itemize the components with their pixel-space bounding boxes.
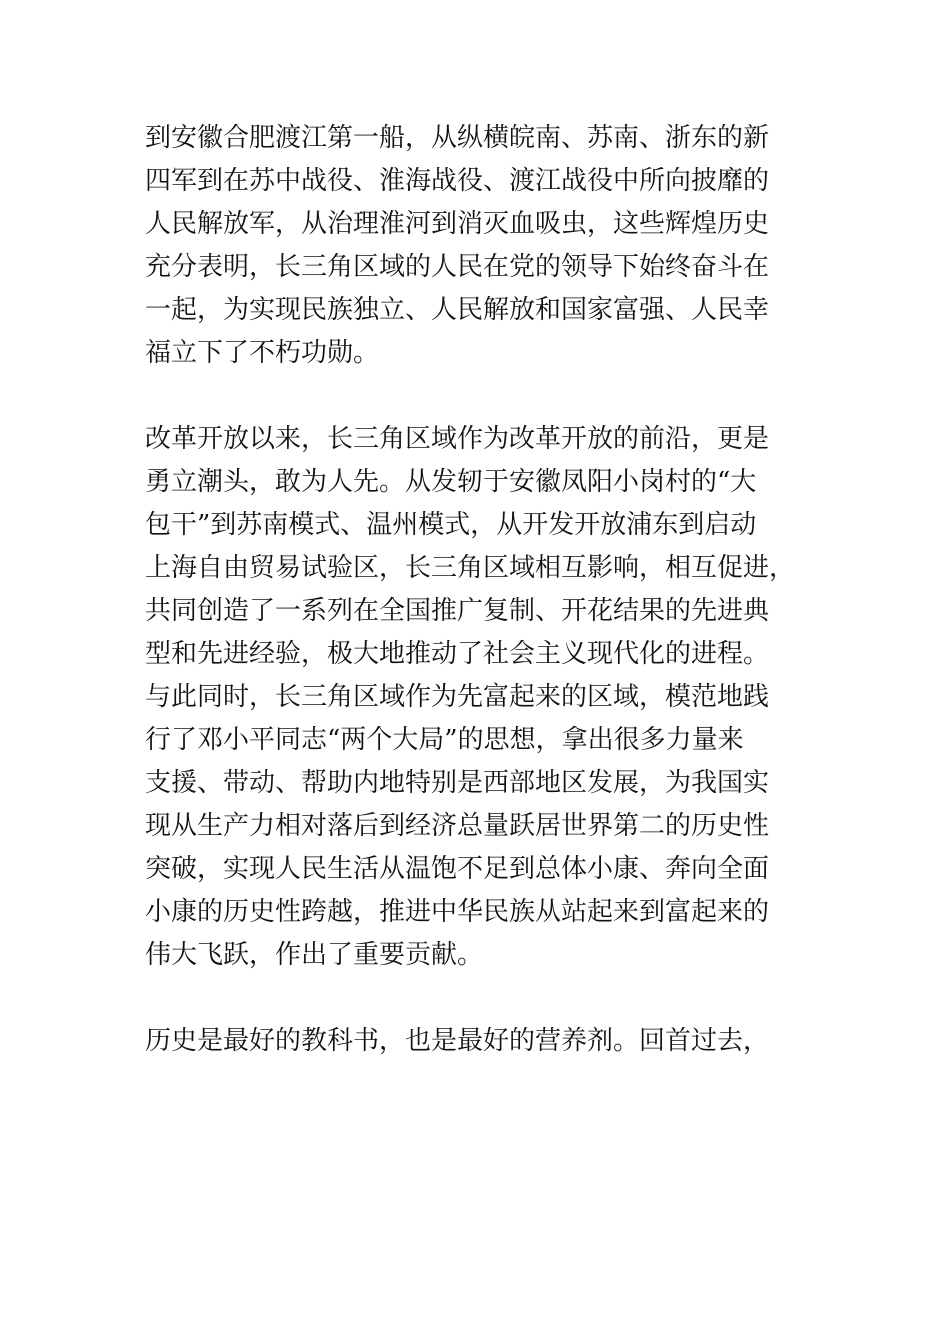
text-line: 改革开放以来，长三角区域作为改革开放的前沿，更是 [145, 424, 770, 454]
text-line: 与此同时，长三角区域作为先富起来的区域，模范地践 [145, 682, 770, 712]
text-line: 现从生产力相对落后到经济总量跃居世界第二的历史性 [145, 811, 770, 841]
text-line: 小康的历史性跨越，推进中华民族从站起来到富起来的 [145, 897, 770, 927]
paragraph-spacer [145, 375, 810, 418]
text-line: 四军到在苏中战役、淮海战役、渡江战役中所向披靡的 [145, 166, 770, 196]
text-line: 行了邓小平同志“两个大局”的思想，拿出很多力量来 [145, 725, 744, 755]
text-line: 支援、带动、帮助内地特别是西部地区发展，为我国实 [145, 768, 770, 798]
paragraph-spacer [145, 977, 810, 1020]
text-line: 伟大飞跃，作出了重要贡献。 [145, 940, 484, 970]
text-line: 到安徽合肥渡江第一船，从纵横皖南、苏南、浙东的新 [145, 123, 770, 153]
text-line: 共同创造了一系列在全国推广复制、开花结果的先进典 [145, 596, 770, 626]
text-line: 人民解放军，从治理淮河到消灭血吸虫，这些辉煌历史 [145, 209, 770, 239]
paragraph-1 [145, 117, 810, 375]
text-line: 上海自由贸易试验区，长三角区域相互影响，相互促进， [145, 553, 796, 583]
text-line: 型和先进经验，极大地推动了社会主义现代化的进程。 [145, 639, 770, 669]
text-line: 福立下了不朽功勋。 [145, 338, 380, 368]
text-line: 一起，为实现民族独立、人民解放和国家富强、人民幸 [145, 295, 770, 325]
document-body [145, 117, 810, 1063]
text-line: 勇立潮头，敢为人先。从发轫于安徽凤阳小岗村的“大 [145, 467, 757, 497]
text-line: 包干”到苏南模式、温州模式，从开发开放浦东到启动 [145, 510, 757, 540]
text-line: 突破，实现人民生活从温饱不足到总体小康、奔向全面 [145, 854, 770, 884]
text-line: 历史是最好的教科书，也是最好的营养剂。回首过去， [145, 1026, 770, 1056]
paragraph-3 [145, 1020, 810, 1063]
text-line: 充分表明，长三角区域的人民在党的领导下始终奋斗在 [145, 252, 770, 282]
paragraph-2 [145, 418, 810, 977]
